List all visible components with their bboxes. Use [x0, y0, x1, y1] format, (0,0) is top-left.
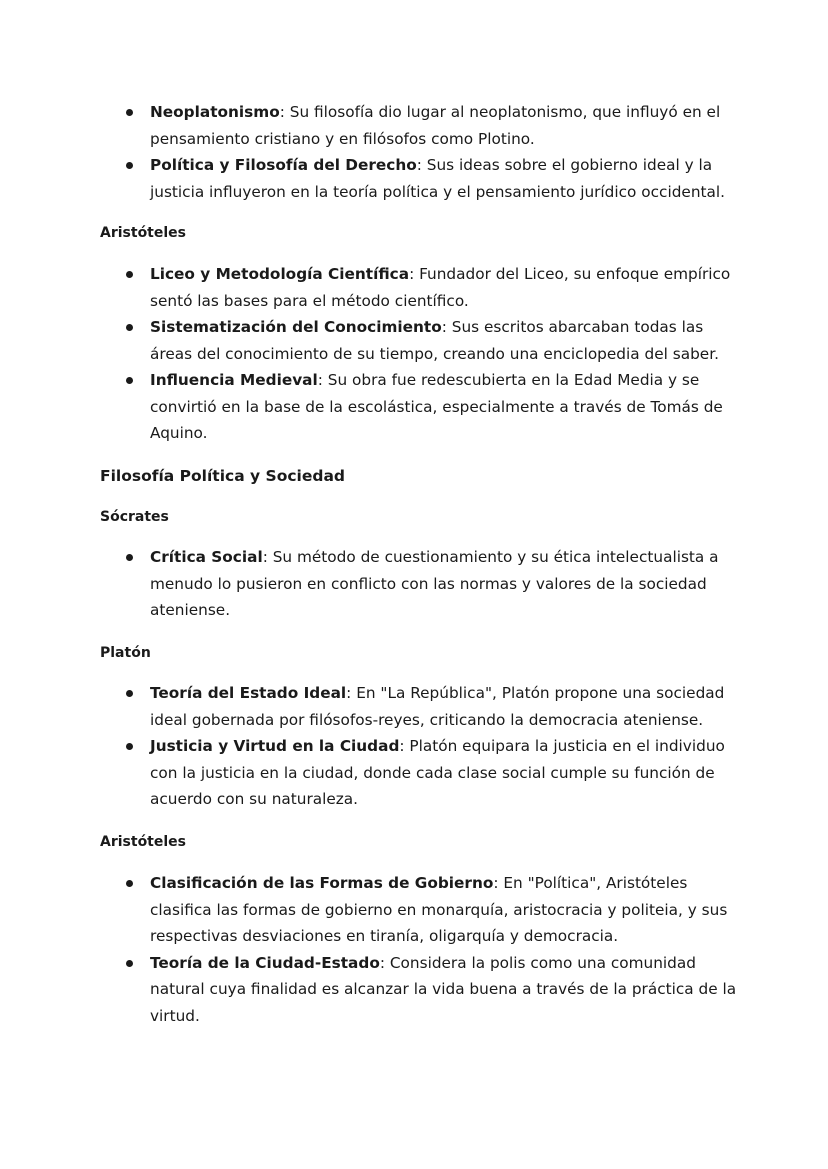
list-item [0, 314, 828, 367]
list-item [0, 544, 828, 624]
section-heading: Aristóteles [100, 834, 186, 850]
item-term: Teoría del Estado Ideal [150, 684, 347, 702]
bullet-list [0, 99, 828, 205]
item-text: : En "La República", Platón propone una sociedad ideal gobernada por filósofos-reyes, criticando la democracia ateniense. [150, 684, 725, 729]
bullet-icon [126, 743, 133, 750]
list-item [0, 950, 828, 1030]
item-text: : Fundador del Liceo, su enfoque empírico sentó las bases para el método científico. [150, 265, 731, 310]
item-term: Neoplatonismo [150, 103, 280, 121]
bullet-icon [126, 271, 133, 278]
section-title: Filosofía Política y Sociedad [100, 467, 346, 485]
item-term: Justicia y Virtud en la Ciudad [150, 737, 400, 755]
bullet-list [0, 680, 828, 813]
item-term: Crítica Social [150, 548, 263, 566]
item-text: : Considera la polis como una comunidad natural cuya finalidad es alcanzar la vida buena a través de la práctica de la virtud. [150, 953, 737, 1025]
item-term: Sistematización del Conocimiento [150, 318, 442, 336]
bullet-icon [126, 377, 133, 384]
section-heading: Aristóteles [100, 225, 186, 241]
item-text: : Su método de cuestionamiento y su ética intelectualista a menudo lo pusieron en conflicto con las normas y valores de la sociedad ateniense. [150, 548, 719, 619]
bullet-list [0, 261, 828, 447]
item-text: : En "Política", Aristóteles clasifica las formas de gobierno en monarquía, aristocracia y politeia, y sus respectivas desviaciones en tiranía, oligarquía y democracia. [150, 874, 728, 945]
item-term: Influencia Medieval [150, 371, 318, 389]
list-item [0, 733, 828, 813]
list-item [0, 680, 828, 733]
bullet-icon [126, 162, 133, 169]
item-text: : Sus escritos abarcaban todas las áreas del conocimiento de su tiempo, creando una enciclopedia del saber. [150, 318, 719, 363]
section-heading: Sócrates [100, 509, 169, 525]
bullet-icon [126, 880, 133, 887]
list-item [0, 870, 828, 950]
item-text: : Platón equipara la justicia en el individuo con la justicia en la ciudad, donde cada clase social cumple su función de acuerdo con su naturaleza. [150, 737, 725, 808]
list-item [0, 261, 828, 314]
bullet-icon [126, 690, 133, 697]
bullet-icon [126, 324, 133, 331]
list-item [0, 152, 828, 205]
item-text: : Su filosofía dio lugar al neoplatonismo, que influyó en el pensamiento cristiano y en filósofos como Plotino. [150, 103, 721, 148]
bullet-icon [126, 109, 133, 116]
bullet-list [0, 544, 828, 624]
bullet-list [0, 870, 828, 1029]
item-text: : Sus ideas sobre el gobierno ideal y la justicia influyeron en la teoría política y el pensamiento jurídico occidental. [150, 156, 726, 201]
item-term: Liceo y Metodología Científica [150, 265, 410, 283]
list-item [0, 99, 828, 152]
item-term: Clasificación de las Formas de Gobierno [150, 874, 494, 892]
item-term: Teoría de la Ciudad-Estado [150, 953, 380, 972]
item-term: Política y Filosofía del Derecho [150, 156, 417, 174]
bullet-icon [126, 960, 133, 967]
item-text: : Su obra fue redescubierta en la Edad Media y se convirtió en la base de la escolástica, especialmente a través de Tomás de Aquino. [150, 371, 723, 442]
section-heading: Platón [100, 645, 151, 661]
bullet-icon [126, 554, 133, 561]
list-item [0, 367, 828, 447]
